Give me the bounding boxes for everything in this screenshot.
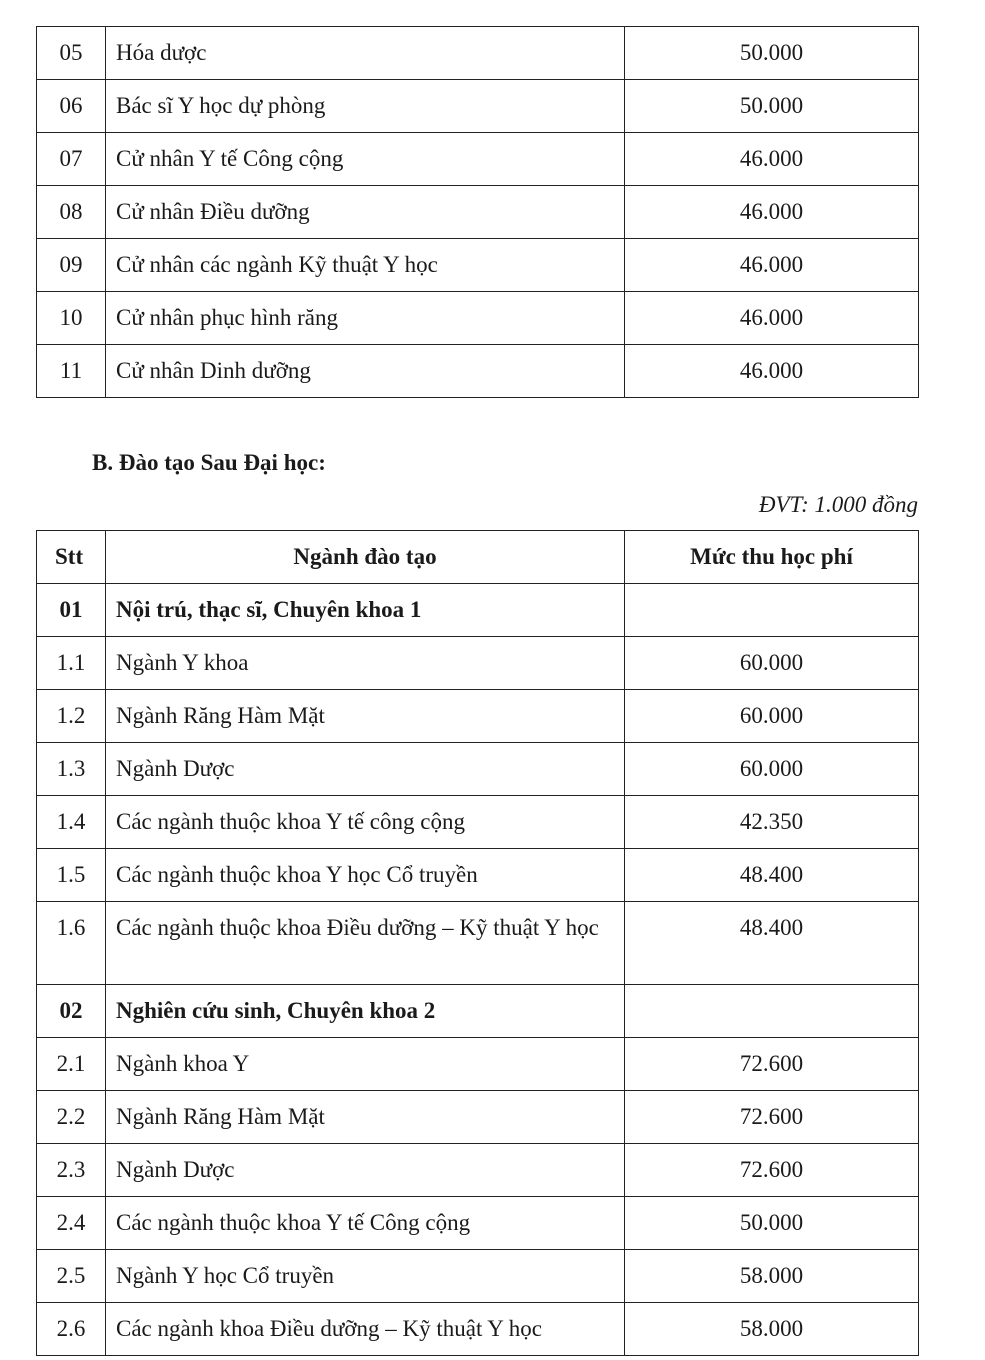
row-stt: 2.3 [37,1144,106,1197]
row-fee: 60.000 [625,637,919,690]
row-stt: 02 [37,985,106,1038]
row-stt: 1.4 [37,796,106,849]
row-program: Cử nhân Dinh dưỡng [106,345,625,398]
table-row [37,1144,919,1197]
row-fee: 48.400 [625,902,919,985]
row-stt: 2.2 [37,1091,106,1144]
row-stt: 05 [37,27,106,80]
row-fee: 46.000 [625,292,919,345]
row-stt: 2.6 [37,1303,106,1356]
row-stt: 06 [37,80,106,133]
row-fee: 50.000 [625,27,919,80]
row-stt: 1.2 [37,690,106,743]
group-row [37,584,919,637]
table-row [37,27,919,80]
row-program: Ngành Y khoa [106,637,625,690]
row-fee [625,985,919,1038]
row-fee: 60.000 [625,743,919,796]
row-program: Các ngành thuộc khoa Y tế Công cộng [106,1197,625,1250]
table-header-row [37,531,919,584]
row-program: Ngành khoa Y [106,1038,625,1091]
table-row [37,637,919,690]
row-program: Các ngành khoa Điều dưỡng – Kỹ thuật Y học [106,1303,625,1356]
row-fee: 46.000 [625,345,919,398]
row-program: Nội trú, thạc sĩ, Chuyên khoa 1 [106,584,625,637]
row-program: Cử nhân Y tế Công cộng [106,133,625,186]
table-row [37,292,919,345]
row-program: Ngành Dược [106,1144,625,1197]
header-program: Ngành đào tạo [106,531,625,584]
row-program: Ngành Răng Hàm Mặt [106,690,625,743]
unit-note: ĐVT: 1.000 đồng [758,492,918,517]
row-program: Hóa dược [106,27,625,80]
table-row [37,239,919,292]
table-row [37,186,919,239]
table-row [37,796,919,849]
table-row [37,80,919,133]
row-program: Ngành Dược [106,743,625,796]
row-fee: 46.000 [625,133,919,186]
row-fee: 72.600 [625,1144,919,1197]
section-b-title: B. Đào tạo Sau Đại học: [92,450,326,475]
table-row [37,743,919,796]
row-program: Cử nhân phục hình răng [106,292,625,345]
row-fee: 46.000 [625,239,919,292]
table-row [37,690,919,743]
row-program: Bác sĩ Y học dự phòng [106,80,625,133]
row-stt: 2.5 [37,1250,106,1303]
row-stt: 11 [37,345,106,398]
undergraduate-fee-table [36,26,919,398]
row-stt: 2.1 [37,1038,106,1091]
row-stt: 09 [37,239,106,292]
row-stt: 07 [37,133,106,186]
table-row [37,1250,919,1303]
row-program: Các ngành thuộc khoa Y tế công cộng [106,796,625,849]
table-row [37,133,919,186]
row-stt: 08 [37,186,106,239]
table-row [37,849,919,902]
row-stt: 1.1 [37,637,106,690]
row-fee: 72.600 [625,1091,919,1144]
row-fee: 50.000 [625,1197,919,1250]
table-row [37,1038,919,1091]
row-stt: 10 [37,292,106,345]
table-row [37,345,919,398]
row-fee: 48.400 [625,849,919,902]
row-program: Các ngành thuộc khoa Điều dưỡng – Kỹ thuật Y học [106,902,625,985]
row-program: Ngành Răng Hàm Mặt [106,1091,625,1144]
row-fee: 58.000 [625,1250,919,1303]
row-fee: 46.000 [625,186,919,239]
postgraduate-fee-table [36,530,919,1356]
table-row [37,1303,919,1356]
row-program: Cử nhân các ngành Kỹ thuật Y học [106,239,625,292]
table-row [37,902,919,985]
row-fee: 72.600 [625,1038,919,1091]
row-program: Cử nhân Điều dưỡng [106,186,625,239]
table-row [37,1197,919,1250]
row-stt: 2.4 [37,1197,106,1250]
row-program: Các ngành thuộc khoa Y học Cổ truyền [106,849,625,902]
row-stt: 1.3 [37,743,106,796]
header-fee: Mức thu học phí [625,531,919,584]
row-fee: 58.000 [625,1303,919,1356]
row-stt: 1.5 [37,849,106,902]
header-stt: Stt [37,531,106,584]
table-row [37,1091,919,1144]
row-fee [625,584,919,637]
row-stt: 01 [37,584,106,637]
row-stt: 1.6 [37,902,106,985]
row-fee: 50.000 [625,80,919,133]
row-program: Ngành Y học Cổ truyền [106,1250,625,1303]
group-row [37,985,919,1038]
row-fee: 42.350 [625,796,919,849]
row-program: Nghiên cứu sinh, Chuyên khoa 2 [106,985,625,1038]
row-fee: 60.000 [625,690,919,743]
